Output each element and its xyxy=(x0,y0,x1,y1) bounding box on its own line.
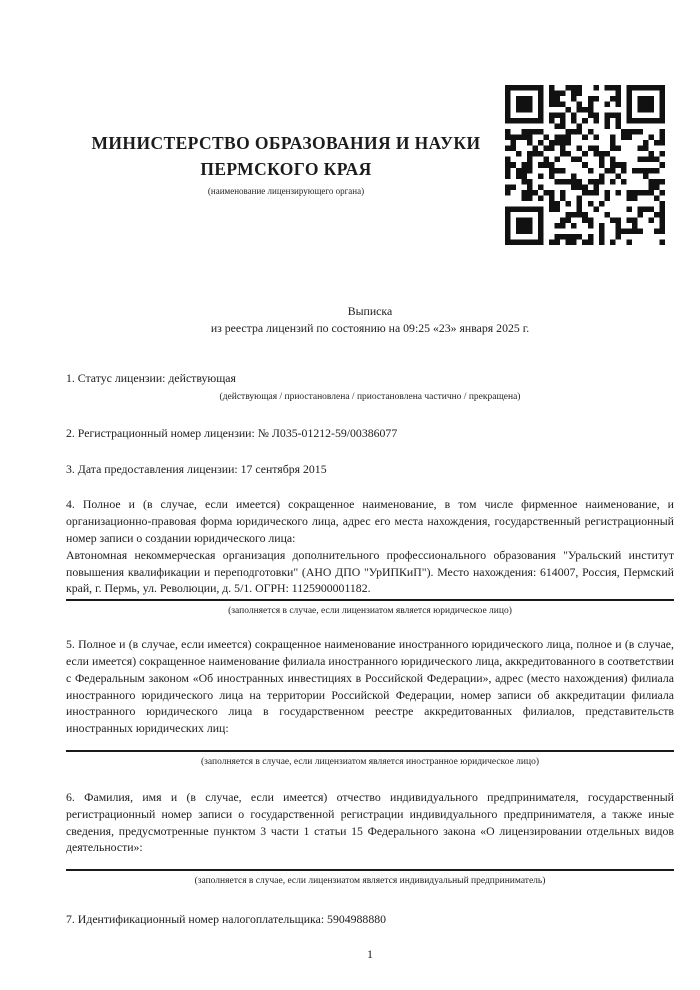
qr-code-image xyxy=(505,85,665,245)
document-title-line2: из реестра лицензий по состоянию на 09:25 «23» января 2025 г. xyxy=(210,321,530,335)
licensing-authority-block xyxy=(66,130,506,197)
legal-entity-caption: (заполняется в случае, если лицензиатом является юридическое лицо) xyxy=(228,606,512,617)
item-registration-number: 2. Регистрационный номер лицензии: № Л035-01212-59/00386077 xyxy=(66,425,398,440)
license-status-caption: (действующая / приостановлена / приостановлена частично / прекращена) xyxy=(219,391,521,402)
ministry-name-line2: ПЕРМСКОГО КРАЯ xyxy=(200,159,372,179)
qr-code xyxy=(505,85,665,245)
foreign-entity-caption: (заполняется в случае, если лицензиатом является иностранное юридическое лицо) xyxy=(201,756,539,767)
document-title-line1: Выписка xyxy=(347,304,393,318)
fill-line xyxy=(66,599,674,601)
individual-entrepreneur-question: 6. Фамилия, имя и (в случае, если имеется) отчество индивидуального предпринимателя, государственный регистрационный номер записи о государственной регистрации индивидуального предпринимателя, а также иные сведения, предусмотренные пунктом 3 части 1 статьи 15 Федерального закона «О лицензировании отдельных видов деятельности»: xyxy=(66,789,674,855)
ministry-name-line1: МИНИСТЕРСТВО ОБРАЗОВАНИЯ И НАУКИ xyxy=(91,133,481,153)
page-number: 1 xyxy=(367,946,373,961)
item-taxpayer-number: 7. Идентификационный номер налогоплательщика: 5904988880 xyxy=(66,912,387,927)
ministry-name-caption: (наименование лицензирующего органа) xyxy=(207,186,365,196)
document-title xyxy=(66,303,674,337)
item-individual-entrepreneur-info xyxy=(66,789,674,887)
document-body xyxy=(66,303,674,963)
item-legal-entity-info xyxy=(66,496,674,617)
item-foreign-entity-info xyxy=(66,636,674,768)
foreign-entity-question: 5. Полное и (в случае, если имеется) сокращенное наименование иностранного юридического лица, полное и (в случае, если имеется) сокращенное наименование филиала иностранного юридического лица, аккредитованного в соответствии с Федеральным законом «Об иностранных инвестициях в Российской Федерации», адрес (место нахождения) филиала иностранного юридического лица на территории Российской Федерации, номер записи об аккредитации филиала иностранного юридического лица в государственном реестре аккредитованных филиалов, представительств иностранных юридических лиц: xyxy=(66,637,674,736)
fill-line xyxy=(66,750,674,752)
license-status-text: 1. Статус лицензии: действующая xyxy=(66,371,236,385)
fill-line xyxy=(66,869,674,871)
item-license-status xyxy=(66,370,674,403)
legal-entity-answer: Автономная некоммерческая организация дополнительного профессионального образования "Уральский институт повышения квалификации и переподготовки" (АНО ДПО "УрИПКиП"). Место нахождения: 614007, Россия, Пермский край, г. Пермь, ул. Революции, д. 5/1. ОГРН: 1125900001182. xyxy=(66,547,674,596)
item-grant-date: 3. Дата предоставления лицензии: 17 сентября 2015 xyxy=(66,461,327,476)
individual-entrepreneur-caption: (заполняется в случае, если лицензиатом является индивидуальный предприниматель) xyxy=(194,876,546,887)
legal-entity-question: 4. Полное и (в случае, если имеется) сокращенное наименование, в том числе фирменное наименование, и организационно-правовая форма юридического лица, адрес его места нахождения, государственный регистрационный номер записи о создании юридического лица: xyxy=(66,497,674,545)
